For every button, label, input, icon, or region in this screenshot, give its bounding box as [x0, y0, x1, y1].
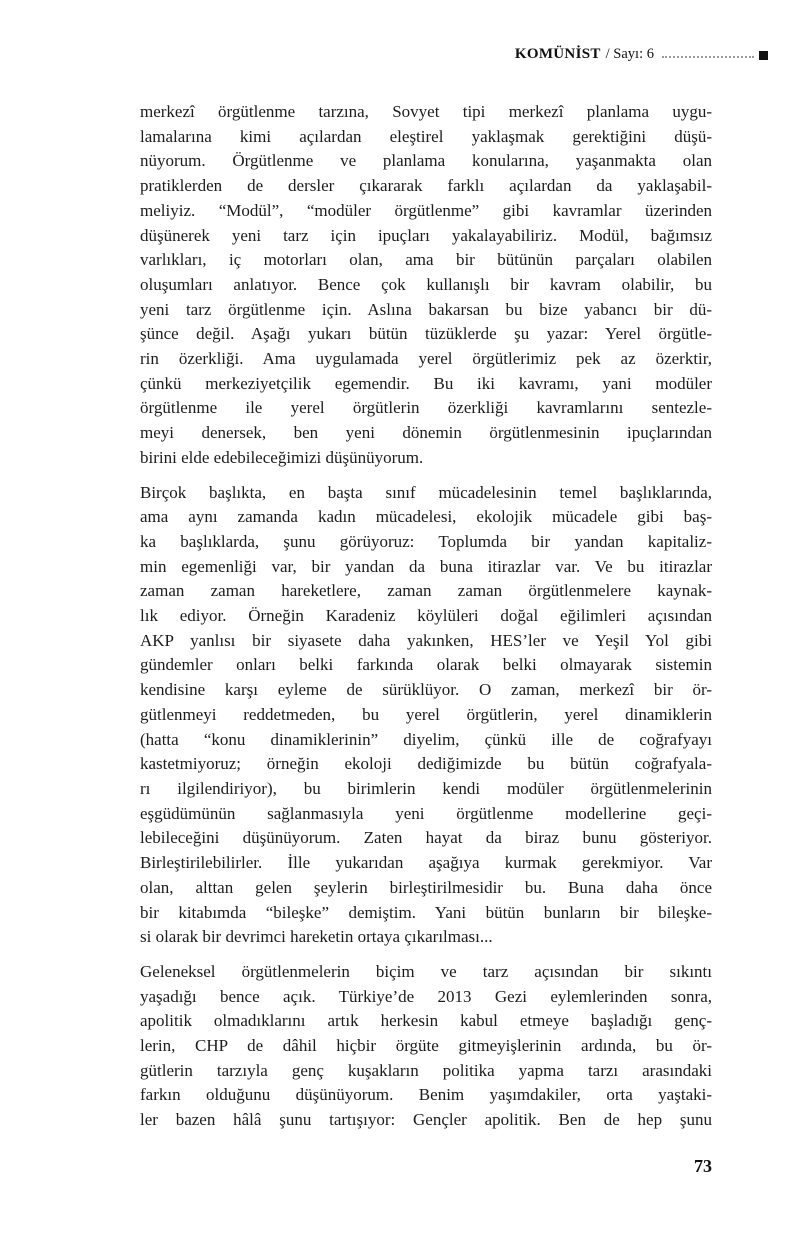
text-line: nüyorum. Örgütlenme ve planlama konularına, yaşanmakta olan — [140, 151, 712, 171]
text-line: varlıkları, iç motorları olan, ama bir bütünün parçaları olabilen — [140, 250, 712, 270]
text-line: kastetmiyoruz; örneğin ekoloji dediğimizde bu bütün coğrafyala- — [140, 754, 712, 774]
text-line: rı ilgilendiriyor), bu birimlerin kendi modüler örgütlenmelerinin — [140, 778, 712, 798]
text-line: zaman zaman hareketlere, zaman zaman örgütlenmelere kaynak- — [140, 581, 712, 601]
text-line: Birleştirilebilirler. İlle yukarıdan aşağıya kurmak gerekmiyor. Var — [140, 853, 712, 873]
text-line: Birçok başlıkta, en başta sınıf mücadelesinin temel başlıklarında, — [140, 482, 712, 502]
text-line: bir kitabımda “bileşke” demiştim. Yani bütün bunların bir bileşke- — [140, 902, 712, 922]
dotted-leader-line — [662, 56, 754, 58]
paragraph — [140, 960, 712, 1133]
text-line: lamalarına kimi açılardan eleştirel yaklaşmak gerektiğini düşü- — [140, 126, 712, 146]
paragraph — [140, 481, 712, 950]
text-line: Geleneksel örgütlenmelerin biçim ve tarz açısından bir sıkıntı — [140, 961, 712, 981]
text-line: yeni tarz örgütlenme için. Aslına bakarsan bu bize yabancı bir dü- — [140, 299, 712, 319]
page-footer — [140, 1156, 712, 1177]
text-line: eşgüdümünün sağlanmasıyla yeni örgütlenme modellerine geçi- — [140, 803, 712, 823]
text-line: yaşadığı bence açık. Türkiye’de 2013 Gezi eylemlerinden sonra, — [140, 986, 712, 1006]
issue-label: / Sayı: 6 — [605, 46, 654, 62]
text-line: birini elde edebileceğimizi düşünüyorum. — [140, 447, 424, 467]
text-line: olan, alttan gelen şeylerin birleştirilmesidir bu. Buna daha önce — [140, 877, 712, 897]
text-line: (hatta “konu dinamiklerinin” diyelim, çünkü ille de coğrafyayı — [140, 729, 712, 749]
text-line: oluşumları anlatıyor. Bence çok kullanışlı bir kavram olabilir, bu — [140, 274, 712, 294]
text-line: kendisine karşı eyleme de sürüklüyor. O zaman, merkezî bir ör- — [140, 680, 712, 700]
text-line: merkezî örgütlenme tarzına, Sovyet tipi merkezî planlama uygu- — [140, 102, 712, 121]
paragraph — [140, 100, 712, 471]
article-body — [140, 100, 712, 1133]
text-line: ler bazen hâlâ şunu tartışıyor: Gençler apolitik. Ben de hep şunu — [140, 1110, 712, 1130]
page-header — [140, 46, 768, 63]
text-line: gütlenmeyi reddetmeden, bu yerel örgütlerin, yerel dinamiklerin — [140, 704, 712, 724]
text-line: lık ediyor. Örneğin Karadeniz köylüleri doğal eğilimleri açısından — [140, 606, 712, 626]
text-line: apolitik olmadıklarını artık herkesin kabul etmeye başladığı genç- — [140, 1011, 712, 1031]
text-line: si olarak bir devrimci hareketin ortaya çıkarılması... — [140, 927, 493, 947]
text-line: AKP yanlısı bir siyasete daha yakınken, HES’ler ve Yeşil Yol gibi — [140, 630, 712, 650]
text-line: meyi denersek, ben yeni dönemin örgütlenmesinin ipuçlarından — [140, 423, 712, 443]
journal-title: KOMÜNİST — [514, 46, 601, 62]
text-line: rin özerkliği. Ama uygulamada yerel örgütlerimiz pek az özerktir, — [140, 349, 712, 369]
text-line: min egemenliği var, bir yandan da buna itirazlar var. Ve bu itirazlar — [140, 556, 712, 576]
header-square-marker — [759, 51, 768, 60]
text-line: farkın olduğunu düşünüyorum. Benim yaşımdakiler, orta yaştaki- — [140, 1085, 712, 1105]
text-line: gütlerin tarzıyla genç kuşakların politika yapma tarzı arasındaki — [140, 1060, 712, 1080]
text-line: meliyiz. “Modül”, “modüler örgütlenme” gibi kavramlar üzerinden — [140, 200, 712, 220]
text-line: örgütlenme ile yerel örgütlerin özerkliği kavramlarını sentezle- — [140, 398, 712, 418]
text-line: şünce değil. Aşağı yukarı bütün tüzüklerde şu yazar: Yerel örgütle- — [140, 324, 712, 344]
text-line: lerin, CHP de dâhil hiçbir örgüte gitmeyişlerinin ardında, bu ör- — [140, 1036, 712, 1056]
text-line: lebileceğini düşünüyorum. Zaten hayat da biraz bunu gösteriyor. — [140, 828, 712, 848]
text-line: pratiklerden de dersler çıkararak farklı açılardan da yaklaşabil- — [140, 176, 712, 196]
text-line: çünkü merkeziyetçilik egemendir. Bu iki kavramı, yani modüler — [140, 373, 712, 393]
text-line: düşünerek yeni tarz için ipuçları yakalayabiliriz. Modül, bağımsız — [140, 225, 712, 245]
text-line: ka başlıklarda, şunu görüyoruz: Toplumda bir yandan kapitaliz- — [140, 531, 712, 551]
text-line: ama aynı zamanda kadın mücadelesi, ekolojik mücadele gibi baş- — [140, 507, 712, 527]
page-number: 73 — [694, 1156, 712, 1176]
text-line: gündemler onları belki farkında olarak belki olmayarak sistemin — [140, 655, 712, 675]
